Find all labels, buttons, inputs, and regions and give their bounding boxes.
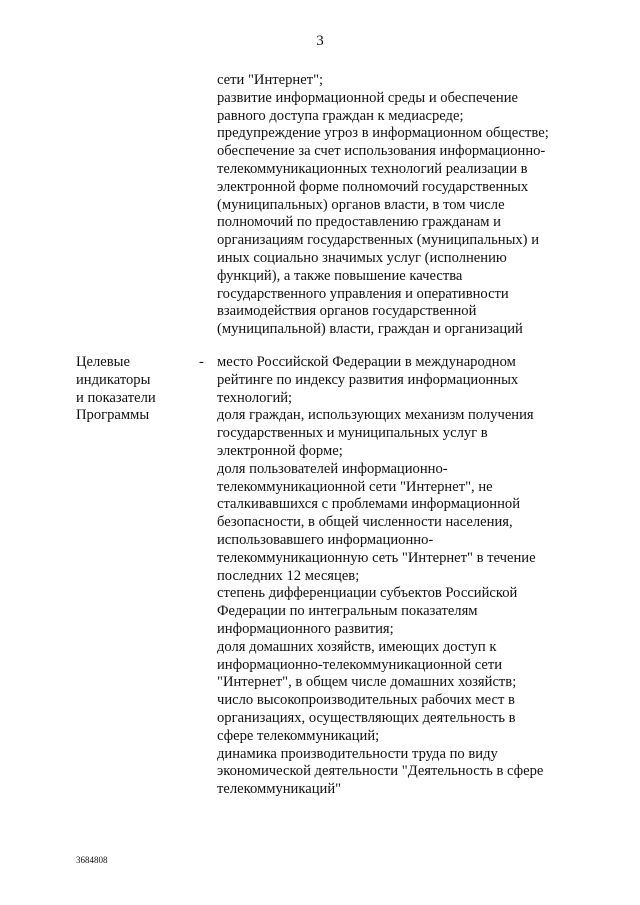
text-line: взаимодействия органов государственной: [217, 303, 477, 320]
text-line: последних 12 месяцев;: [217, 567, 360, 584]
text-line: организациям государственных (муниципальных) и: [217, 232, 540, 249]
label-line: индикаторы: [76, 371, 151, 388]
text-line: сети "Интернет";: [217, 72, 324, 88]
text-line: "Интернет", в общем числе домашних хозяйств;: [217, 674, 517, 691]
text-line: динамика производительности труда по виду: [217, 745, 498, 762]
text-line: технологий;: [217, 389, 293, 406]
text-line: телекоммуникационных технологий реализации в: [217, 160, 528, 177]
text-line: информационно-телекоммуникационной сети: [217, 656, 503, 673]
text-line: доля домашних хозяйств, имеющих доступ к: [217, 638, 497, 655]
text-line: (муниципальной) власти, граждан и организаций: [217, 321, 523, 338]
text-line: обеспечение за счет использования информационно-: [217, 143, 546, 160]
text-line: безопасности, в общей численности населения,: [217, 514, 513, 531]
section-dash: -: [199, 354, 204, 370]
text-line: рейтинге по индексу развития информационных: [217, 371, 519, 388]
text-line: иных социально значимых услуг (исполнению: [217, 249, 507, 266]
text-line: телекоммуникационную сеть "Интернет" в течение: [217, 549, 536, 566]
text-line: (муниципальных) органов власти, в том числе: [217, 196, 505, 213]
text-line: сталкивавшихся с проблемами информационной: [217, 496, 521, 513]
text-line: доля пользователей информационно-: [217, 460, 448, 477]
text-line: государственного управления и оперативности: [217, 285, 509, 302]
section-label: [76, 354, 186, 425]
text-line: доля граждан, использующих механизм получения: [217, 407, 534, 424]
text-line: государственных и муниципальных услуг в: [217, 425, 488, 442]
text-line: равного доступа граждан к медиасреде;: [217, 107, 464, 124]
text-line: функций), а также повышение качества: [217, 267, 463, 284]
label-line: Программы: [76, 407, 150, 424]
text-line: место Российской Федерации в международном: [217, 354, 516, 370]
text-line: полномочий по предоставлению гражданам и: [217, 214, 501, 231]
text-line: телекоммуникаций": [217, 781, 342, 798]
text-line: Федерации по интегральным показателям: [217, 603, 478, 620]
continuation-text: [217, 72, 562, 339]
text-line: электронной форме;: [217, 442, 343, 459]
text-line: сфере телекоммуникаций;: [217, 727, 380, 744]
document-code: 3684808: [76, 855, 108, 865]
label-line: и показатели: [76, 389, 156, 406]
text-line: число высокопроизводительных рабочих мест в: [217, 692, 515, 709]
text-line: организациях, осуществляющих деятельность в: [217, 709, 516, 726]
text-line: экономической деятельности "Деятельность в сфере: [217, 763, 544, 780]
text-line: развитие информационной среды и обеспечение: [217, 89, 518, 106]
text-line: информационного развития;: [217, 620, 394, 637]
label-line: Целевые: [76, 354, 130, 370]
text-line: электронной форме полномочий государственных: [217, 178, 529, 195]
text-line: степень дифференциации субъектов Российской: [217, 585, 518, 602]
text-line: телекоммуникационной сети "Интернет", не: [217, 478, 493, 495]
text-line: использовавшего информационно-: [217, 531, 434, 548]
page-number: 3: [316, 33, 324, 49]
indicators-text: [217, 354, 562, 799]
text-line: предупреждение угроз в информационном обществе;: [217, 125, 549, 142]
